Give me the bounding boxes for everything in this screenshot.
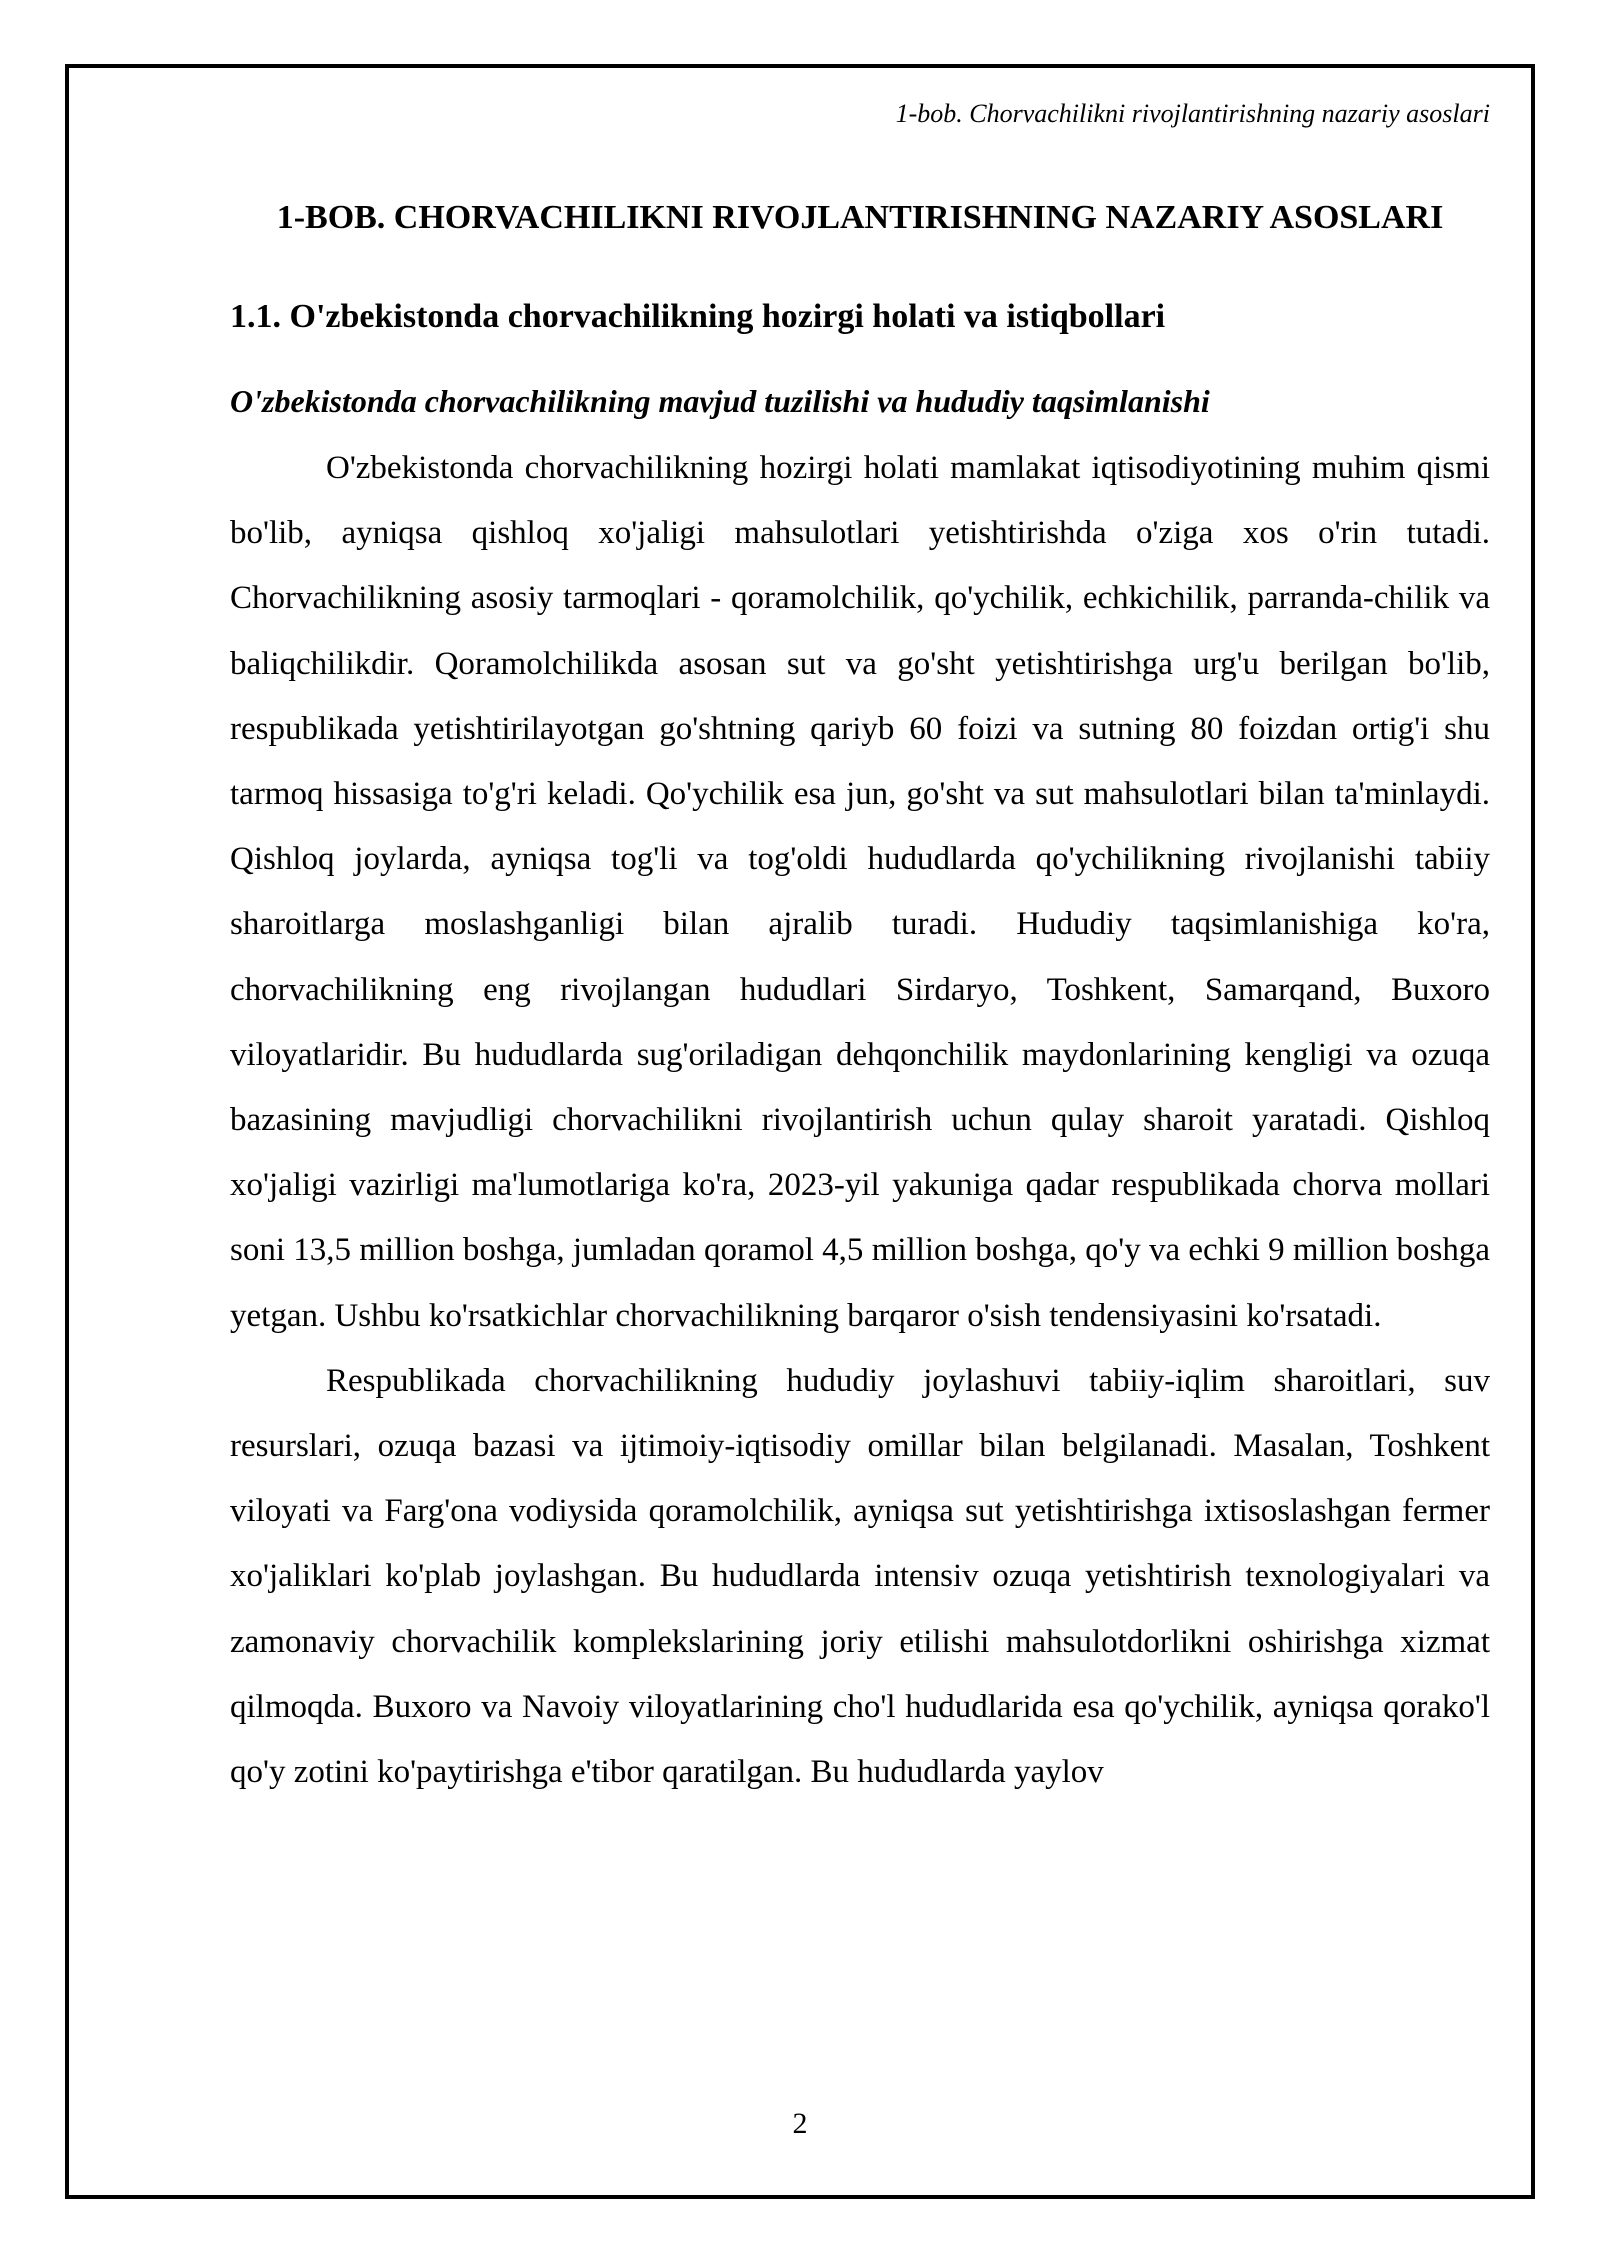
running-header: 1-bob. Chorvachilikni rivojlantirishning nazariy asoslari <box>895 99 1490 128</box>
subsection-title: O'zbekistonda chorvachilikning mavjud tuzilishi va hududiy taqsimlanishi <box>230 383 1210 419</box>
page-number: 2 <box>792 2107 808 2140</box>
body-paragraph-2: Respublikada chorvachilikning hududiy joylashuvi tabiiy-iqlim sharoitlari, suv resurslari, ozuqa bazasi va ijtimoiy-iqtisodiy omillar bilan belgilanadi. Masalan, Toshkent viloyati va Farg'ona vodiysida qoramolchilik, ayniqsa sut yetishtirishga ixtisoslashgan fermer xo'jaliklari ko'plab joylashgan. Bu hududlarda intensiv ozuqa yetishtirish texnologiyalari va zamonaviy chorvachilik komplekslarining joriy etilishi mahsulotdorlikni oshirishga xizmat qilmoqda. Buxoro va Navoiy viloyatlarining cho'l hududlarida esa qo'ychilik, ayniqsa qorako'l qo'y zotini ko'paytirishga e'tibor qaratilgan. Bu hududlarda yaylov <box>230 1362 1490 1791</box>
document-body <box>230 186 1490 1805</box>
body-paragraph-1: O'zbekistonda chorvachilikning hozirgi holati mamlakat iqtisodiyotining muhim qismi bo'lib, ayniqsa qishloq xo'jaligi mahsulotlari yetishtirishda o'ziga xos o'rin tutadi. Chorvachilikning asosiy tarmoqlari - qoramolchilik, qo'ychilik, echkichilik, parranda-chilik va baliqchilikdir. Qoramolchilikda asosan sut va go'sht yetishtirishga urg'u berilgan bo'lib, respublikada yetishtirilayotgan go'shtning qariyb 60 foizi va sutning 80 foizdan ortig'i shu tarmoq hissasiga to'g'ri keladi. Qo'ychilik esa jun, go'sht va sut mahsulotlari bilan ta'minlaydi. Qishloq joylarda, ayniqsa tog'li va tog'oldi hududlarda qo'ychilikning rivojlanishi tabiiy sharoitlarga moslashganligi bilan ajralib turadi. Hududiy taqsimlanishiga ko'ra, chorvachilikning eng rivojlangan hududlari Sirdaryo, Toshkent, Samarqand, Buxoro viloyatlaridir. Bu hududlarda sug'oriladigan dehqonchilik maydonlarining kengligi va ozuqa bazasining mavjudligi chorvachilikni rivojlantirish uchun qulay sharoit yaratadi. Qishloq xo'jaligi vazirligi ma'lumotlariga ko'ra, 2023-yil yakuniga qadar respublikada chorva mollari soni 13,5 million boshga, jumladan qoramol 4,5 million boshga, qo'y va echki 9 million boshga yetgan. Ushbu ko'rsatkichlar chorvachilikning barqaror o'sish tendensiyasini ko'rsatadi. <box>230 450 1490 1334</box>
section-title: 1.1. O'zbekistonda chorvachilikning hozirgi holati va istiqbollari <box>230 298 1166 335</box>
chapter-title: 1-BOB. CHORVACHILIKNI RIVOJLANTIRISHNING NAZARIY ASOSLARI <box>276 199 1444 236</box>
